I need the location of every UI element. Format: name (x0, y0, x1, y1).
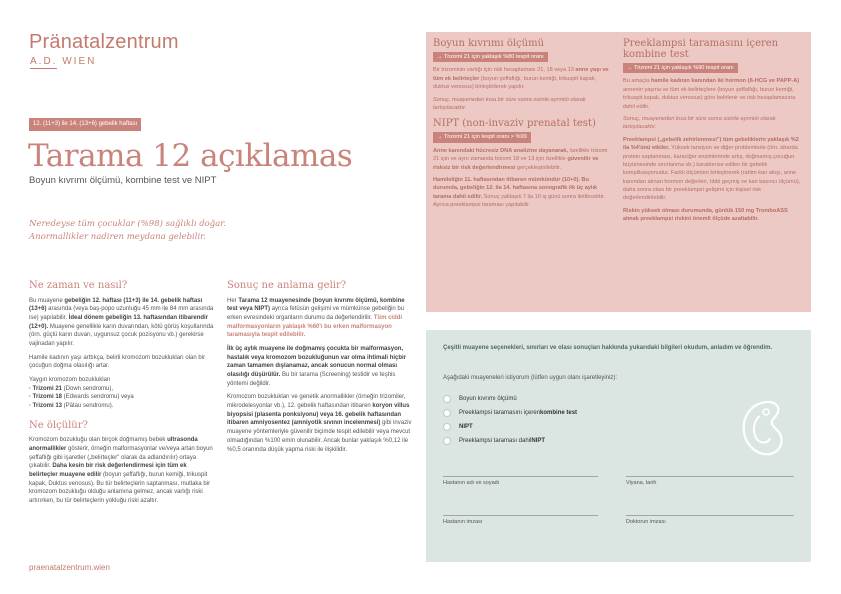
patient-signature-label: Hastanın imzası (443, 519, 483, 525)
nipt-paragraph: Anne kanındaki hücresiz DNA analizine dayanarak, özellikle trizomi 21 için ve aynı zamanda trizomi 18 ve 13 için özellikle güvenilir ve risksiz bir risk değerlendirmesi gerçekleştirilebilir. (433, 147, 608, 171)
brand-ad: A.D. (30, 56, 58, 67)
name-field-label: Hastanın adı ve soyadı (443, 480, 500, 486)
option-radio[interactable] (443, 395, 451, 403)
fetus-icon (736, 398, 788, 460)
result-heading: Sonuç ne anlama gelir? (227, 280, 347, 291)
nipt-rate-badge: → Trizomi 21 için tespit oranı > %99 (433, 132, 531, 142)
preeclampsia-paragraph: Preeklampsi („gebelik zehirlenmesi") tüm gebeliklerin yaklaşık %2 ila %4'ünü etkiler. Yüksek tansiyon ve diğer problemlerle (örn. idrarda protein saptanması, karaciğer enzimlerinde artış, doğmamış çocuğun büyümesinde sınırlanma vb.) karakterize edilen bir gebelik komplikasyonudur. Farklı ölçümleri birleştirerek (rahim kan akışı, anne kanından alınan hormon değerleri, tıbbi geçmiş ve kan basıncı ölçümü), daha sonra olası bir preeklampsi gelişimi için kişisel risk değerlendirilebilir. (623, 136, 801, 202)
aspirin-paragraph: Riskin yüksek olması durumunda, günlük 150 mg TromboASS almak preeklampsi riskini önemli ölçüde azaltabilir. (623, 207, 788, 223)
brand-name: Pränatalzentrum (29, 31, 179, 53)
page-title: Tarama 12 açıklamas (28, 138, 353, 174)
option-nipt-preeclampsia[interactable]: Preeklampsi taraması dahil NIPT (443, 437, 545, 446)
option-nipt[interactable]: NIPT (443, 423, 473, 432)
when-how-heading: Ne zaman ve nasıl? (29, 280, 128, 291)
option-radio[interactable] (443, 437, 451, 445)
option-radio[interactable] (443, 423, 451, 431)
option-radio[interactable] (443, 409, 451, 417)
invasive-paragraph: Kromozom bozuklukları ve genetik anormallikler (örneğin trizomiler, mikrodelesyonlar vb.), 12. gebelik haftasından itibaren koryon villus biyopsisi (plasenta ponksiyonu) veya 16. gebelik haftasından itibaren amniyosentez (amniyotik sıvının incelenmesi) gibi invaziv muayene yöntemleriyle güvenilir biçimde tespit edilebilir veya mevcut olmadığından %100 emin olunabilir. Ancak bunlar yaklaşık %0,12 ile %0,5 oranında düşük yapma riski ile ilişkilidir. (227, 394, 412, 453)
limitation-paragraph: İlk üç aylık muayene ile doğmamış çocukta bir malformasyon, hastalık veya kromozom bozukluğunun var olma ihtimali hiçbir zaman tamamen dışlanamaz, ancak sonucun normal olması olasılığı düşürülür. Bu bir tarama (Screening) testidir ve teşhis yöntemi değildir. (227, 345, 407, 387)
brand-city: WIEN (62, 56, 97, 67)
weeks-badge: 12. (11+3) ile 14. (13+6) gebelik haftası (29, 118, 141, 131)
list-title: Yaygın kromozom bozuklukları (29, 377, 111, 383)
combined-rate-badge: → Trizomi 21 için yaklaşık %90 tespit oranı (623, 63, 738, 73)
consent-heading: Çeşitli muayene seçenekleri, sınırları ve olası sonuçları hakkında yukarıdaki bilgileri okudum, anladım ve öğrendim. (443, 345, 773, 351)
panel-left-column (433, 38, 613, 213)
chromosome-list (29, 376, 214, 411)
page-subtitle: Boyun kıvrımı ölçümü, kombine test ve NIPT (29, 175, 217, 186)
what-measured-paragraph: Kromozom bozukluğu olan birçok doğmamış bebek ultrasonda anormallikler gösterir, örneğin malformasyonlar ve/veya artan boyun şeffaflığı gibi işaretler („belirteçler" olarak da adlandırılır) ortaya çıkabilir. Daha kesin bir risk değerlendirmesi için tüm ek belirteçler muayene edilir (boyun şeffaflığı, burun kemiği, trikuspit kapak, Duktus venosus). Bu tür belirteçlerin saptanması, mutlaka bir kromozom bozukluğu olduğu anlamına gelmez, ancak varlığı riski artırırken, bu tür belirteçlerin yokluğu riski azaltır. (29, 437, 213, 505)
doctor-signature-line[interactable] (626, 515, 794, 516)
combined-paragraph: Bu amaçla hamile kadının kanından iki hormon (ß-HCG ve PAPP-A) annenin yaşına ve tüm ek belirteçlere (boyun şeffaflığı, burun kemiği, trikuspit kapak, duktus venosus) göre belirlenir ve risk hesaplamasına dahil edilir. (623, 78, 800, 110)
footer-url[interactable]: praenatalzentrum.wien (29, 563, 110, 572)
list-item: · Trizomi 13 (Pätau sendromu). (29, 403, 114, 410)
consent-instruction: Aşağıdaki muayeneleri istiyorum (lütfen uygun olanı işaretleyiniz): (443, 375, 618, 381)
option-nt[interactable]: Boyun kıvrımı ölçümü (443, 395, 517, 404)
nt-result-note: Sonuç, muayeneden kısa bir süre sonra sizinle ayrıntılı olarak tartışılacaktır. (433, 96, 586, 111)
nt-heading: Boyun kıvrımı ölçümü (433, 38, 545, 49)
intro-quote: Neredeyse tüm çocuklar (%98) sağlıklı doğar. Anormallikler nadiren meydana gelebilir. (29, 219, 227, 243)
middle-column (227, 279, 412, 459)
nipt-timing-paragraph: Hamileliğin 11. haftasından itibaren mümkündür (10+0). Bu durumda, gebeliğin 12. ila 14. haftasına sonografik ilk üç aylık tarama dahil edilir. Sonuç yaklaşık 7 ila 10 iş günü sonra iletilecektir. Ayrıca preeklampsi taraması yapılabilir. (433, 176, 605, 209)
nipt-heading: NIPT (non-invaziv prenatal test) (433, 118, 596, 130)
list-item: · Trizomi 18 (Edwards sendromu) veya (29, 394, 134, 401)
option-combined[interactable]: Preeklampsi taramasını içeren kombine test (443, 409, 577, 418)
result-paragraph: Her Tarama 12 muayenesinde (boyun kıvrımı ölçümü, kombine test veya NIPT) ayrıca fetüsün gelişimi ve mümkünse gebeliğin bu erken evresindeki organların durumu da değerlendirilir. Tüm ciddi malformasyonların yaklaşık %60'ı bu erken malformasyon taramasıyla tespit edilebilir. (227, 297, 405, 339)
age-risk-paragraph: Hamile kadının yaşı arttıkça, belirli kromozom bozuklukları olan bir çocuğun doğma olasılığı artar. (29, 354, 206, 370)
name-line[interactable] (443, 476, 598, 477)
combined-heading: Preeklampsi taramasını içeren kombine test (623, 38, 779, 60)
panel-right-column (623, 38, 803, 228)
left-column (29, 279, 214, 511)
list-item: · Trizomi 21 (Down sendromu), (29, 385, 114, 392)
date-line[interactable] (626, 476, 794, 477)
what-measured-heading: Ne ölçülür? (29, 419, 88, 431)
brand-logo (29, 28, 179, 70)
nt-rate-badge: → Trizomi 21 için yaklaşık %80 tespit oranı (433, 52, 548, 62)
combined-result-note: Sonuç, muayeneden kısa bir süre sonra sizinle ayrıntılı olarak tartışılacaktır. (623, 115, 776, 131)
nt-paragraph: Bir trizominin varlığı için risk hesaplaması 21, 18 veya 13 anne yaşı ve tüm ek belirteçler (boyun şeffaflığı, burun kemiği, trikuspit kapak, duktus venosus) birleştirilerek yapılır. (433, 67, 609, 91)
brand-sub (30, 55, 179, 70)
patient-signature-line[interactable] (443, 515, 598, 516)
doctor-signature-label: Doktorun imzası (626, 519, 666, 525)
date-field-label: Viyana, tarih (626, 480, 657, 486)
when-how-paragraph: Bu muayene gebeliğin 12. haftası (11+3) ile 14. gebelik haftası (13+6) arasında (veya baş-popo uzunluğu 45 mm ile 84 mm arasında ise) yapılabilir. İdeal dönem gebeliğin 13. haftasından itibarendir (12+0). Muayene genellikle karın duvarından, kötü görüş koşullarında (örn. güçlü karın duvarı, uygunsuz çocuk pozisyonu vb.) gerekirse vajinadan yapılır. (29, 297, 214, 347)
